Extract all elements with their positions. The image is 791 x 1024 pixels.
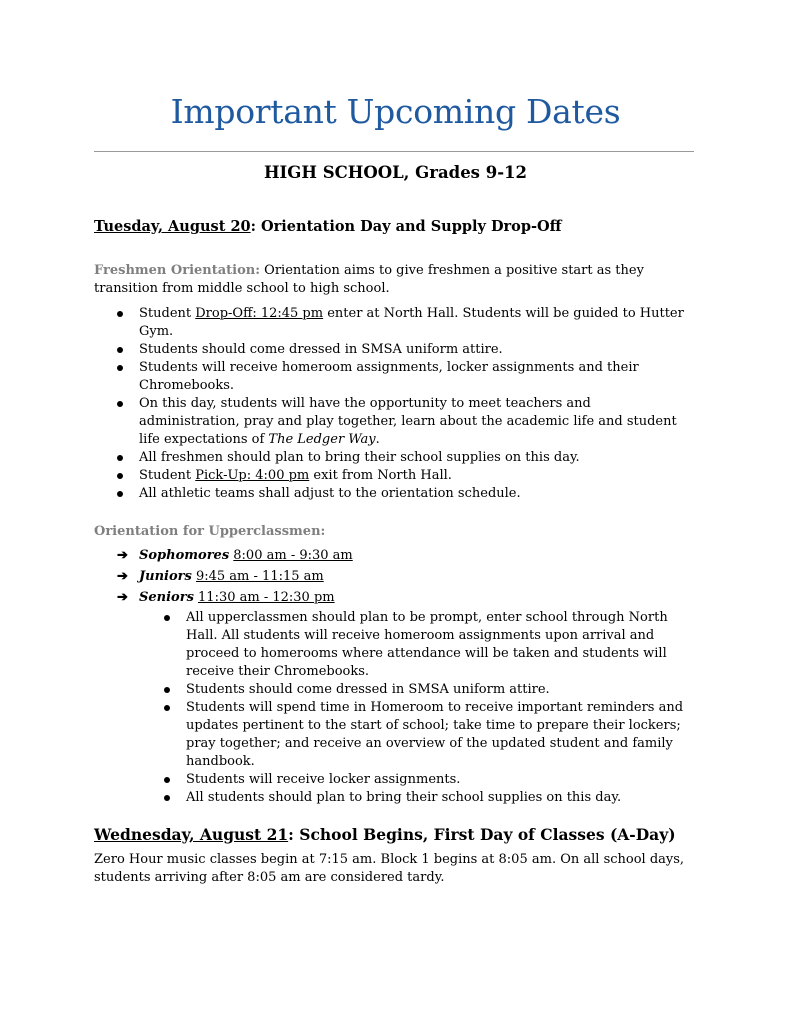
freshmen-label: Freshmen Orientation: — [94, 263, 261, 278]
page-title: Important Upcoming Dates — [170, 92, 621, 131]
list-item — [117, 545, 353, 566]
list-item — [115, 305, 691, 341]
arrow-icon: ➔ — [117, 569, 128, 584]
upperclassmen-heading: Orientation for Upperclassmen: — [94, 524, 326, 539]
grade-time: 9:45 am - 11:15 am — [195, 569, 324, 584]
bullet-text: All freshmen should plan to bring their school supplies on this day. — [139, 450, 580, 465]
list-item — [162, 699, 692, 771]
wednesday-heading-rest: : School Begins, First Day of Classes (A-Day) — [288, 825, 676, 844]
bullet-text: Students should come dressed in SMSA uniform attire. — [186, 682, 550, 697]
bullet-icon — [164, 705, 170, 711]
bullet-icon — [164, 777, 170, 783]
freshmen-bullet-list — [115, 305, 691, 503]
bullet-text: All upperclassmen should plan to be prompt, enter school through North Hall. All students will receive homeroom assignments upon arrival and proceed to homerooms where attendance will be taken and students will receive their Chromebooks. — [186, 610, 668, 679]
ledger-way-text: The Ledger Way — [268, 432, 376, 447]
arrow-icon: ➔ — [117, 590, 128, 605]
freshmen-paragraph — [94, 262, 698, 298]
tuesday-heading — [94, 218, 562, 235]
list-item — [162, 789, 692, 807]
bullet-icon — [117, 401, 123, 407]
bullet-text: All students should plan to bring their school supplies on this day. — [186, 790, 622, 805]
list-item — [115, 449, 691, 467]
bullet-icon — [117, 347, 123, 353]
bullet-text: . — [375, 432, 380, 447]
bullet-text: Students will receive locker assignments. — [186, 772, 461, 787]
bullet-text: Student — [139, 468, 196, 483]
list-item — [117, 587, 353, 608]
freshmen-text: Orientation aims to give freshmen a positive start as they transition from middle school to high school. — [94, 263, 644, 296]
grade-label: Juniors — [139, 569, 192, 584]
arrow-icon: ➔ — [117, 548, 128, 563]
grade-label: Seniors — [139, 590, 194, 605]
bullet-icon — [117, 365, 123, 371]
list-item — [115, 359, 691, 395]
bullet-icon — [117, 491, 123, 497]
title-divider — [94, 151, 694, 152]
tuesday-heading-rest: : Orientation Day and Supply Drop-Off — [250, 218, 562, 235]
bullet-text: On this day, students will have the opportunity to meet teachers and administration, pray and play together, learn about the academic life and student life expectations of — [139, 396, 677, 447]
list-item — [115, 467, 691, 485]
wednesday-paragraph: Zero Hour music classes begin at 7:15 am. Block 1 begins at 8:05 am. On all school days, students arriving after 8:05 am are considered tardy. — [94, 852, 685, 885]
page-subtitle: HIGH SCHOOL, Grades 9-12 — [263, 163, 528, 182]
list-item — [115, 395, 691, 449]
list-item — [162, 609, 692, 681]
bullet-icon — [117, 455, 123, 461]
list-item — [162, 771, 692, 789]
wednesday-date: Wednesday, August 21 — [94, 825, 289, 844]
grade-time: 8:00 am - 9:30 am — [233, 548, 353, 563]
grade-label: Sophomores — [139, 548, 230, 563]
bullet-text: Students will spend time in Homeroom to receive important reminders and updates pertinent to the start of school; take time to prepare their lockers; pray together; and receive an overview of the updated student and family handbook. — [186, 700, 684, 769]
upperclassmen-schedule — [117, 545, 353, 608]
bullet-icon — [117, 311, 123, 317]
bullet-text: Students should come dressed in SMSA uniform attire. — [139, 342, 503, 357]
bullet-icon — [117, 473, 123, 479]
bullet-icon — [164, 615, 170, 621]
tuesday-date: Tuesday, August 20 — [94, 218, 251, 235]
grade-time: 11:30 am - 12:30 pm — [198, 590, 335, 605]
bullet-text: exit from North Hall. — [309, 468, 452, 483]
bullet-text: enter at North Hall. Students will be guided to Hutter Gym. — [139, 306, 684, 339]
bullet-text: All athletic teams shall adjust to the orientation schedule. — [139, 486, 521, 501]
list-item — [115, 341, 691, 359]
bullet-icon — [164, 687, 170, 693]
dropoff-time: Drop-Off: 12:45 pm — [195, 306, 324, 321]
upperclassmen-bullet-list — [162, 609, 692, 807]
list-item — [115, 485, 691, 503]
bullet-text: Student — [139, 306, 196, 321]
bullet-icon — [164, 795, 170, 801]
list-item — [162, 681, 692, 699]
list-item — [117, 566, 353, 587]
pickup-time: Pick-Up: 4:00 pm — [195, 468, 310, 483]
wednesday-heading — [94, 825, 676, 844]
bullet-text: Students will receive homeroom assignments, locker assignments and their Chromebooks. — [139, 360, 639, 393]
